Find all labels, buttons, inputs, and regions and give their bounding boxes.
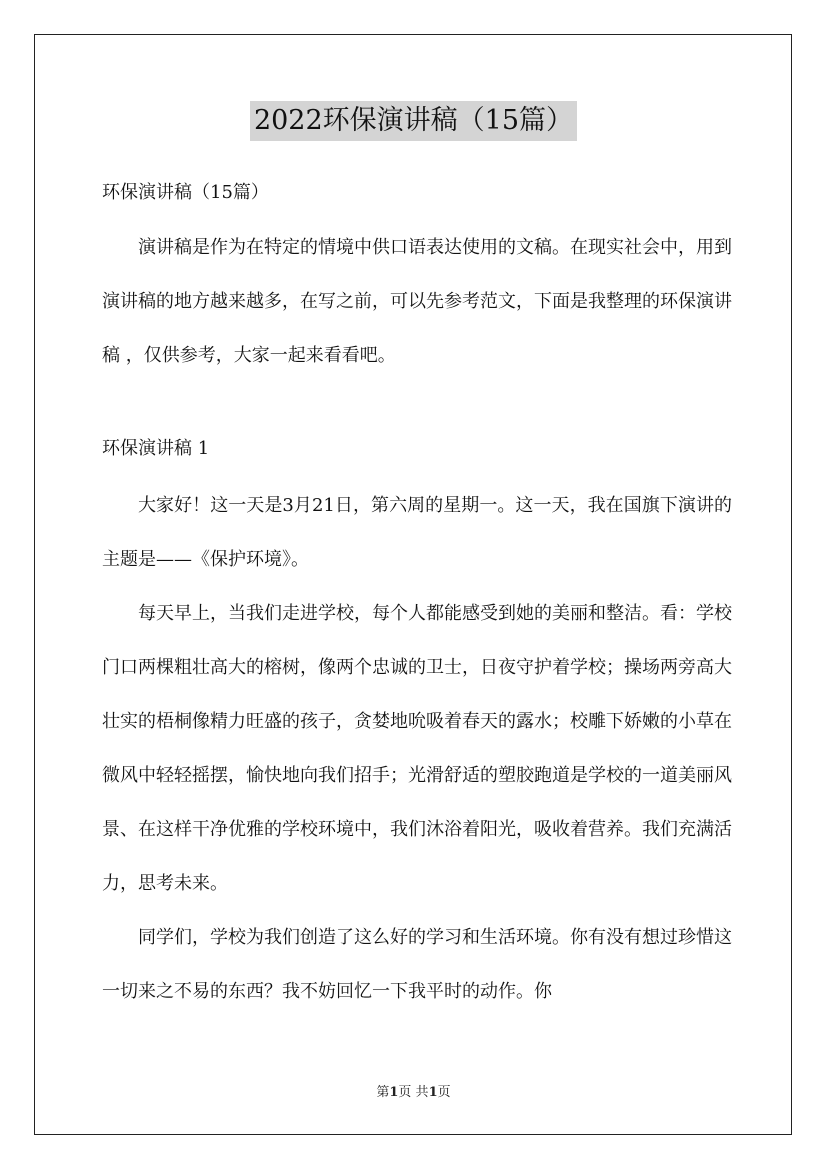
total-page-number: 1 xyxy=(428,1085,438,1100)
body-paragraph-3: 同学们，学校为我们创造了这么好的学习和生活环境。你有没有想过珍惜这一切来之不易的东西？我不妨回忆一下我平时的动作。你 xyxy=(102,927,732,1002)
current-page-number: 1 xyxy=(389,1085,399,1100)
spacer xyxy=(102,467,732,479)
document-title: 2022环保演讲稿（15篇） xyxy=(250,101,577,141)
page-suffix: 页 xyxy=(437,1085,451,1100)
body-paragraph-2: 每天早上，当我们走进学校，每个人都能感受到她的美丽和整洁。看：学校门口两棵粗壮高大的榕树，像两个忠诚的卫士，日夜守护着学校；操场两旁高大壮实的梧桐像精力旺盛的孩子，贪婪地吮吸着春天的露水；校雕下娇嫩的小草在微风中轻轻摇摆，愉快地向我们招手；光滑舒适的塑胶跑道是学校的一道美丽风景、在这样干净优雅的学校环境中，我们沐浴着阳光，吸收着营养。我们充满活力，思考未来。 xyxy=(102,603,732,894)
page-footer xyxy=(0,1084,827,1102)
body-paragraph-1: 大家好！这一天是3月21日，第六周的星期一。这一天，我在国旗下演讲的主题是——《保护环境》。 xyxy=(102,495,732,570)
page-prefix: 第 xyxy=(376,1085,390,1100)
document-subtitle: 环保演讲稿（15篇） xyxy=(102,182,269,203)
section-heading: 环保演讲稿 1 xyxy=(102,438,210,459)
spacer xyxy=(102,383,732,431)
spacer xyxy=(102,211,732,221)
title-container xyxy=(0,101,827,141)
intro-paragraph: 演讲稿是作为在特定的情境中供口语表达使用的文稿。在现实社会中，用到演讲稿的地方越来越多，在写之前，可以先参考范文，下面是我整理的环保演讲稿 ，仅供参考，大家一起来看看吧。 xyxy=(102,237,732,366)
document-body xyxy=(102,175,732,1019)
page-separator: 页 共 xyxy=(398,1085,429,1100)
